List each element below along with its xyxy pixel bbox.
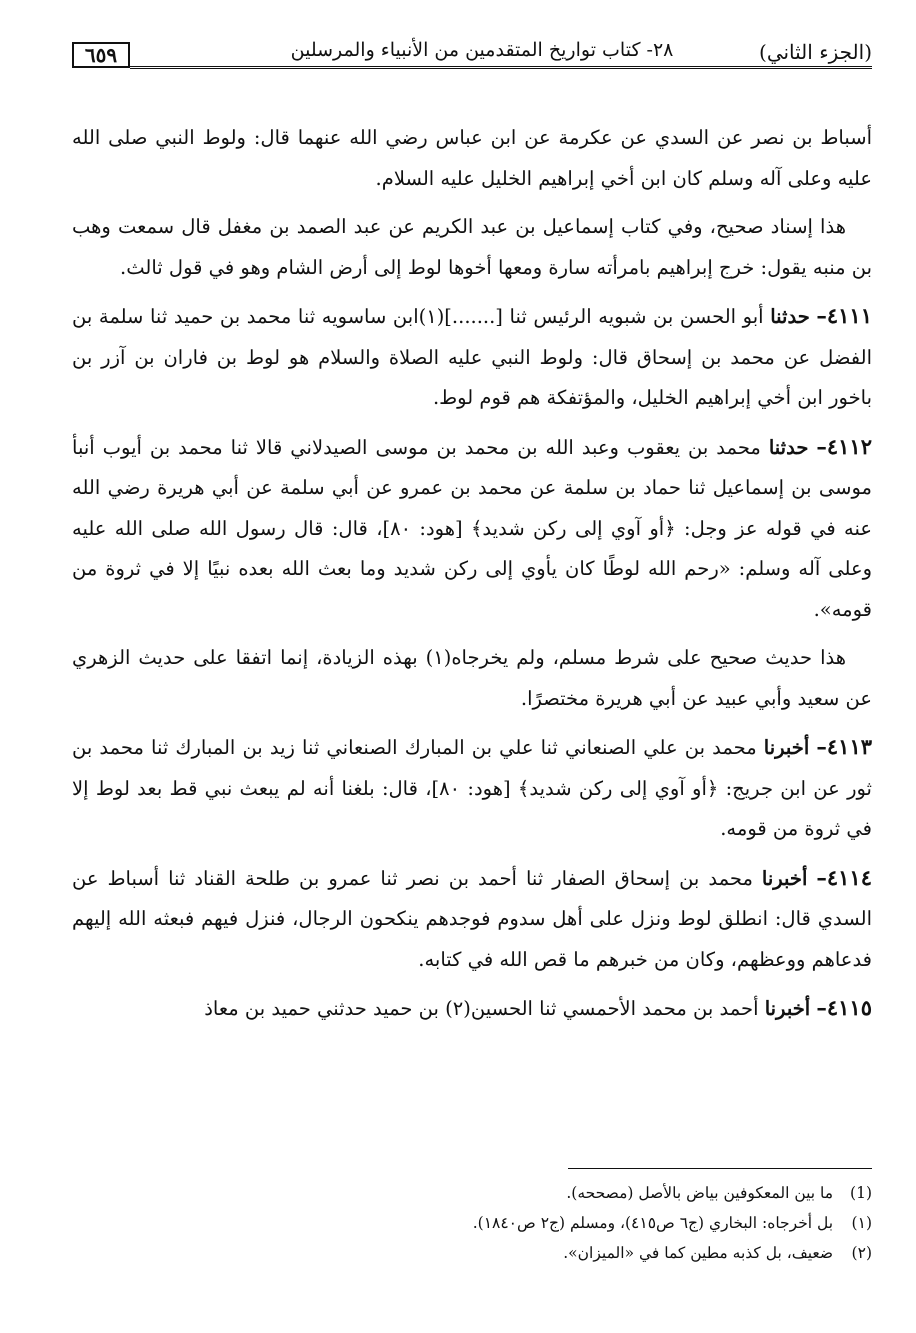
chapter-title: ٢٨- كتاب تواريخ المتقدمين من الأنبياء والمرسلين (290, 39, 674, 61)
hadith-paragraph (72, 727, 872, 850)
hadith-paragraph (72, 858, 872, 981)
main-text (72, 118, 872, 1038)
footnote-text: بل أخرجاه: البخاري (ج٦ ص٤١٥)، ومسلم (ج٢ ص١٨٤٠). (472, 1214, 834, 1232)
hadith-number: ٤١١٤– (816, 864, 872, 890)
hadith-lead: حدثنا (770, 305, 810, 328)
footnote-marker: (١) (851, 1214, 872, 1232)
footnote (200, 1178, 872, 1208)
hadith-number: ٤١١٥– (816, 995, 872, 1020)
paragraph-text: أسباط بن نصر عن السدي عن عكرمة عن ابن عباس رضي الله عنهما قال: ولوط النبي صلى الله عليه وعلى آله وسلم كان ابن أخي إبراهيم الخليل عليه السلام. (72, 126, 872, 190)
footnotes (200, 1178, 872, 1268)
paragraph (72, 118, 872, 199)
footnote-marker: (٢) (851, 1244, 872, 1262)
paragraph (72, 638, 872, 719)
paragraph-text: محمد بن يعقوب وعبد الله بن محمد بن موسى الصيدلاني قالا ثنا محمد بن أيوب أنبأ موسى بن إسماعيل ثنا حماد بن سلمة عن محمد بن عمرو عن أبي سلمة عن أبي هريرة رضي الله عنه في قوله عز وجل: ﴿أو آوي إلى ركن شديد﴾ [هود: ٨٠]، قال: قال رسول الله صلى الله عليه وعلى آله وسلم: «رحم الله لوطًا كان يأوي إلى ركن شديد وما بعث الله بعده نبيًا إلا في ثروة من قومه». (72, 435, 872, 621)
hadith-lead: أخبرنا (761, 866, 808, 890)
paragraph (72, 207, 872, 288)
paragraph-text: أحمد بن محمد الأحمسي ثنا الحسين(٢) بن حميد حدثني حميد بن معاذ (204, 997, 759, 1020)
paragraph-text: محمد بن علي الصنعاني ثنا علي بن المبارك الصنعاني ثنا زيد بن المبارك ثنا محمد بن ثور عن ابن جريج: ﴿أو آوي إلى ركن شديد﴾ [هود: ٨٠]، قال: بلغنا أنه لم يبعث نبي قط بعد لوط إلا في ثروة من قومه. (72, 736, 872, 840)
paragraph-text: محمد بن إسحاق الصفار ثنا أحمد بن نصر ثنا عمرو بن طلحة القناد ثنا أسباط عن السدي قال: انطلق لوط ونزل على أهل سدوم فوجدهم ينكحون الرجال، فنزل فيهم فبعثه الله إليهم فدعاهم ووعظهم، وكان من خبرهم ما قص الله في كتابه. (72, 866, 872, 971)
volume-label: (الجزء الثاني) (759, 40, 872, 64)
footnote-separator (568, 1168, 872, 1169)
hadith-lead: أخبرنا (764, 997, 811, 1020)
footnote (200, 1238, 872, 1268)
hadith-number: ٤١١٣– (816, 734, 873, 759)
footnote-marker: (1) (850, 1184, 872, 1202)
paragraph-text: هذا إسناد صحيح، وفي كتاب إسماعيل بن عبد الكريم عن عبد الصمد بن مغفل قال سمعت وهب بن منبه يقول: خرج إبراهيم بامرأته سارة ومعها أخوها لوط إلى أرض الشام وهو في قول ثالث. (72, 215, 872, 279)
hadith-lead: حدثنا (768, 435, 809, 459)
hadith-paragraph (72, 296, 872, 419)
hadith-number: ٤١١٢– (816, 433, 872, 459)
paragraph-text: أبو الحسن بن شبويه الرئيس ثنا [.......](١)ابن ساسويه ثنا محمد بن حميد ثنا سلمة بن الفضل عن محمد بن إسحاق قال: ولوط النبي عليه الصلاة والسلام هو لوط بن فاران بن آزر بن باخور ابن أخي إبراهيم الخليل، والمؤتفكة هم قوم لوط. (72, 305, 872, 409)
hadith-lead: أخبرنا (763, 736, 810, 759)
hadith-number: ٤١١١– (816, 303, 872, 328)
page-number: ٦٥٩ (72, 42, 130, 68)
footnote-text: ما بين المعكوفين بياض بالأصل (مصححه). (566, 1184, 834, 1202)
running-header (72, 36, 872, 76)
hadith-paragraph (72, 988, 872, 1030)
footnote-text: ضعيف، بل كذبه مطين كما في «الميزان». (563, 1244, 834, 1262)
header-rule (130, 66, 872, 69)
footnote (200, 1208, 872, 1238)
paragraph-text: هذا حديث صحيح على شرط مسلم، ولم يخرجاه(١) بهذه الزيادة، إنما اتفقا على حديث الزهري عن سعيد وأبي عبيد عن أبي هريرة مختصرًا. (72, 646, 872, 710)
hadith-paragraph (72, 427, 872, 631)
